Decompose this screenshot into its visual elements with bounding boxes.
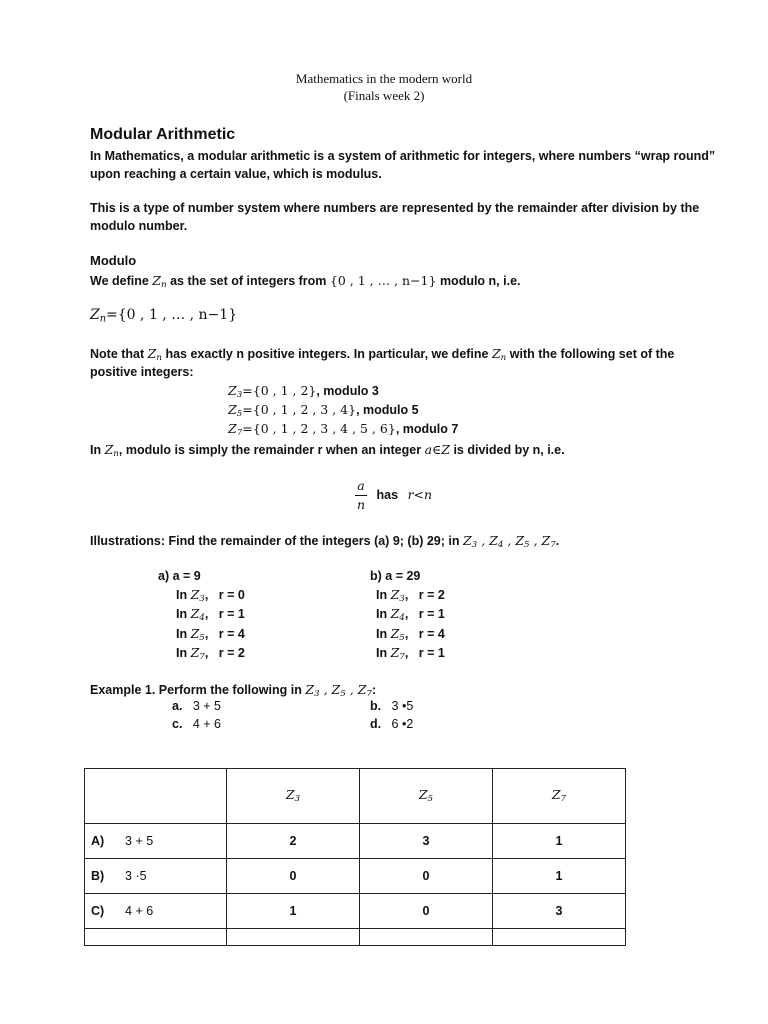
results-table <box>84 768 626 946</box>
type-line-2: modulo number. <box>90 219 188 233</box>
example-item: b. 3 •5 <box>370 699 414 713</box>
case-b-row: In $Z_7$, r = 1 <box>376 645 445 663</box>
note-line-2: positive integers: <box>90 365 194 379</box>
table-header-cell: $Z_7$ <box>493 769 626 824</box>
intro-line-2: upon reaching a certain value, which is modulus. <box>90 167 382 181</box>
table-row <box>85 859 626 894</box>
example-intro: Example 1. Perform the following in $Z_3$ , $Z_5$ , $Z_7$: <box>90 682 377 700</box>
document-subtitle: (Finals week 2) <box>343 88 425 103</box>
case-a-row: In $Z_5$, r = 4 <box>176 626 245 644</box>
modulo-definition <box>90 272 521 294</box>
case-b-row: In $Z_5$, r = 4 <box>376 626 445 644</box>
set-z5: $Z_5=\{0$ , 1 , 2 , 3 , 4}, modulo 5 <box>228 402 419 420</box>
inequality: r<n <box>407 486 433 502</box>
case-a-label: a) a = 9 <box>158 569 201 583</box>
row-label-cell: A) 3 + 5 <box>85 824 227 859</box>
case-b-label: b) a = 29 <box>370 569 421 583</box>
define-prefix: We define <box>90 274 149 288</box>
zn-symbol: $Z_n$ <box>147 346 162 364</box>
z-list: $Z_3$ , $Z_4$ , $Z_5$ , $Z_7$ <box>462 533 556 551</box>
table-header-cell: $Z_3$ <box>227 769 360 824</box>
table-row <box>85 894 626 929</box>
membership-expression: a∈Z <box>424 442 450 457</box>
note-prefix: Note that <box>90 347 145 361</box>
table-cell: 1 <box>493 824 626 859</box>
set-expression: {0 , 1 , … , n−1} <box>329 273 437 288</box>
remainder-suffix: is divided by n, i.e. <box>453 443 565 457</box>
example-item: a. 3 + 5 <box>172 699 222 713</box>
zn-symbol: $Z_n$ <box>104 442 119 460</box>
case-b-row: In $Z_4$, r = 1 <box>376 606 445 624</box>
case-b-row: In $Z_3$, r = 2 <box>376 587 445 605</box>
table-cell: 3 <box>360 824 493 859</box>
note-mid: has exactly n positive integers. In particular, we define <box>165 347 489 361</box>
remainder-definition <box>90 441 565 463</box>
remainder-mid: , modulo is simply the remainder r when an integer <box>118 443 422 457</box>
note-suffix: with the following set of the <box>509 347 675 361</box>
table-cell: 3 <box>493 894 626 929</box>
set-z3: $Z_3=\{0$ , 1 , 2}, modulo 3 <box>228 383 379 401</box>
table-header-row <box>85 769 626 824</box>
table-cell: 0 <box>360 859 493 894</box>
table-header-cell: $Z_5$ <box>360 769 493 824</box>
table-row <box>85 824 626 859</box>
case-a-row: In $Z_3$, r = 0 <box>176 587 245 605</box>
table-header-cell <box>85 769 227 824</box>
z-list: $Z_3$ , $Z_5$ , $Z_7$ <box>305 682 372 700</box>
fraction-denominator: n <box>357 497 366 512</box>
zn-symbol: $Z_n$ <box>152 273 167 291</box>
define-suffix: modulo n, i.e. <box>439 274 521 288</box>
row-label-cell: B) 3 ·5 <box>85 859 227 894</box>
define-mid: as the set of integers from <box>170 274 327 288</box>
example-item: d. 6 •2 <box>370 717 414 731</box>
table-blank-row <box>85 929 626 946</box>
fraction <box>355 477 367 514</box>
table-cell: 2 <box>227 824 360 859</box>
has-label: has <box>376 487 399 502</box>
intro-line-1: In Mathematics, a modular arithmetic is a system of arithmetic for integers, where numbers “wrap round” <box>90 149 716 163</box>
remainder-prefix: In <box>90 443 102 457</box>
case-a-row: In $Z_7$, r = 2 <box>176 645 245 663</box>
type-line-1: This is a type of number system where numbers are represented by the remainder after division by the <box>90 201 700 215</box>
modulo-heading: Modulo <box>90 253 137 268</box>
zn-symbol: $Z_n$ <box>90 307 107 325</box>
table-cell: 0 <box>360 894 493 929</box>
case-a-row: In $Z_4$, r = 1 <box>176 606 245 624</box>
set-z7: $Z_7=\{0$ , 1 , 2 , 3 , 4 , 5 , 6}, modulo 7 <box>228 421 459 439</box>
zn-set-equation <box>90 306 237 324</box>
document-title: Mathematics in the modern world <box>295 71 473 86</box>
fraction-relation <box>355 477 432 514</box>
zn-set-expression: ={0 , 1 , … , n−1} <box>106 307 238 323</box>
table-cell: 1 <box>493 859 626 894</box>
zn-symbol: $Z_n$ <box>491 346 507 364</box>
fraction-numerator: a <box>355 477 367 496</box>
row-label-cell: C) 4 + 6 <box>85 894 227 929</box>
example-item: c. 4 + 6 <box>172 717 222 731</box>
table-cell: 0 <box>227 859 360 894</box>
illustrations-intro: Illustrations: Find the remainder of the integers (a) 9; (b) 29; in $Z_3$ , $Z_4$ , $Z_5$ , $Z_7$. <box>90 533 560 551</box>
table-cell: 1 <box>227 894 360 929</box>
section-heading: Modular Arithmetic <box>90 126 236 143</box>
